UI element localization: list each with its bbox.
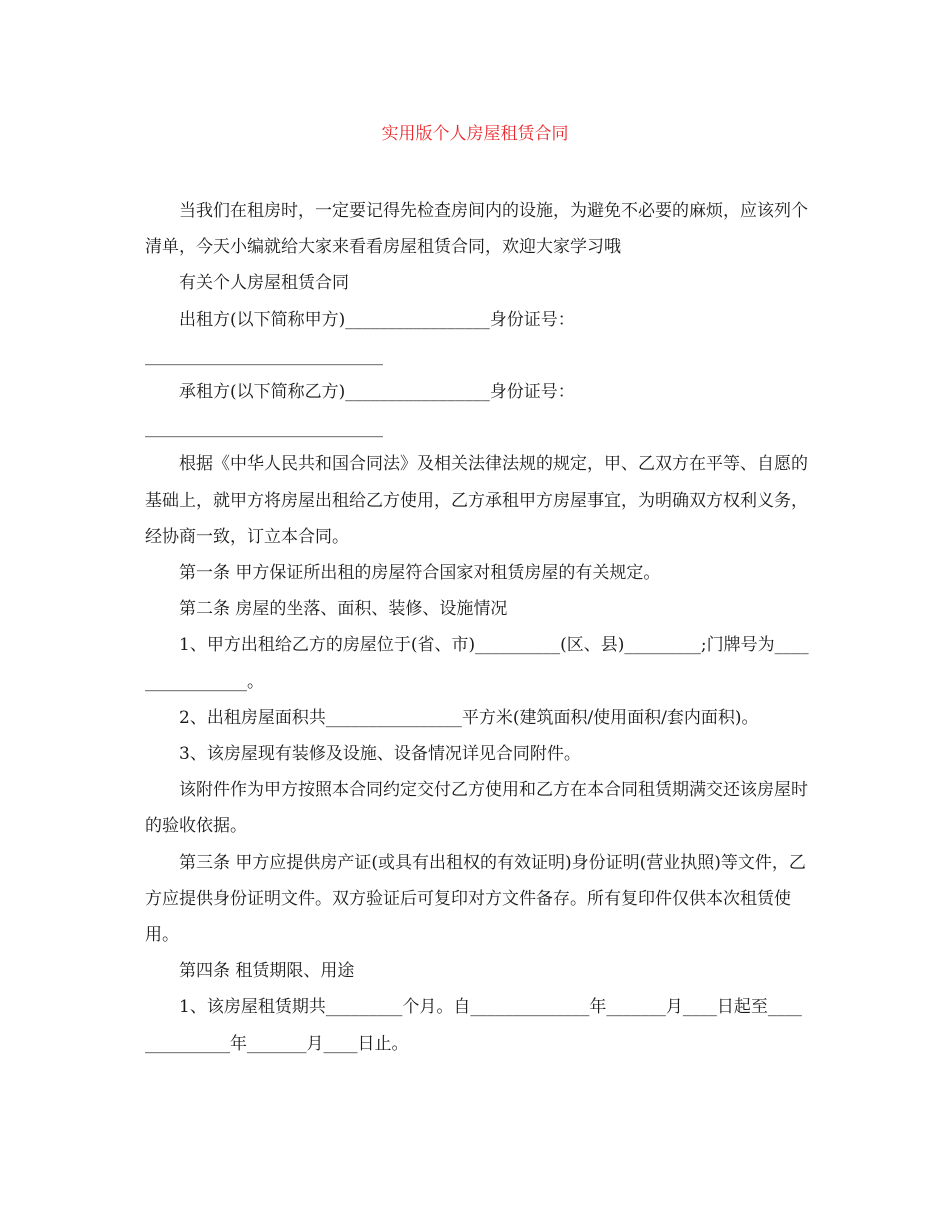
document-title: 实用版个人房屋租赁合同 — [381, 124, 569, 144]
article-2-heading: 第二条 房屋的坐落、面积、装修、设施情况 — [179, 599, 508, 620]
article-2-item-2: 2、出租房屋面积共________________平方米(建筑面积/使用面积/套内面积)。 — [179, 707, 759, 728]
article-4-heading: 第四条 租赁期限、用途 — [179, 961, 355, 982]
lessor-line: 出租方(以下简称甲方)_________________身份证号： — [179, 309, 575, 330]
intro-paragraph: 当我们在租房时，一定要记得先检查房间内的设施，为避免不必要的麻烦，应该列个清单，今天小编就给大家来看看房屋租赁合同，欢迎大家学习哦 — [145, 201, 808, 258]
preamble-paragraph: 根据《中华人民共和国合同法》及相关法律法规的规定，甲、乙双方在平等、自愿的基础上，就甲方将房屋出租给乙方使用，乙方承租甲方房屋事宜，为明确双方权利义务，经协商一致，订立本合同。 — [145, 454, 808, 547]
contract-heading: 有关个人房屋租赁合同 — [179, 273, 349, 294]
lessor-id-blank: ____________________________ — [145, 345, 383, 366]
document-body — [145, 193, 810, 1062]
lessee-line: 承租方(以下简称乙方)_________________身份证号： — [179, 382, 575, 403]
article-3: 第三条 甲方应提供房产证(或具有出租权的有效证明)身份证明(营业执照)等文件，乙方应提供身份证明文件。双方验证后可复印对方文件备存。所有复印件仅供本次租赁使用。 — [145, 852, 806, 946]
article-2-item-3: 3、该房屋现有装修及设施、设备情况详见合同附件。 — [179, 744, 581, 765]
article-1: 第一条 甲方保证所出租的房屋符合国家对租赁房屋的有关规定。 — [179, 563, 661, 584]
lessee-id-blank: ____________________________ — [145, 418, 383, 439]
article-4-item-1: 1、该房屋租赁期共_________个月。自______________年_______月____日起至______________年_______月____日止。 — [145, 997, 802, 1054]
article-2-item-1: 1、甲方出租给乙方的房屋位于(省、市)__________(区、县)_________;门牌号为________________。 — [145, 635, 809, 692]
attachment-paragraph: 该附件作为甲方按照本合同约定交付乙方使用和乙方在本合同租赁期满交还该房屋时的验收依据。 — [145, 780, 808, 837]
